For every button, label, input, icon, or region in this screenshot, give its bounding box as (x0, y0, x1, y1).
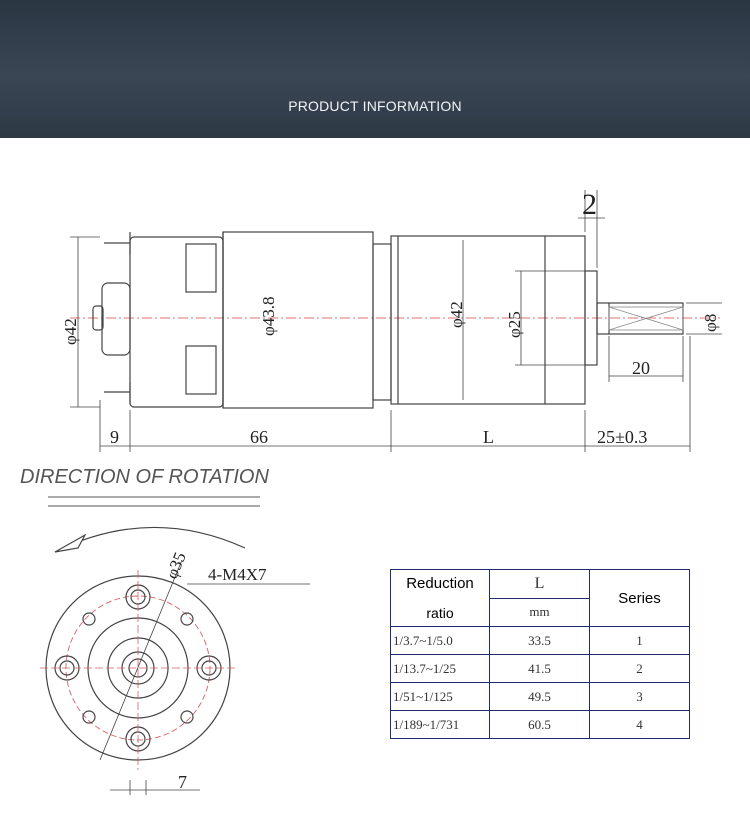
cell-series: 3 (590, 683, 690, 711)
dim-gearbox-dia: φ42 (447, 301, 466, 328)
cell-series: 1 (590, 627, 690, 655)
dim-pcd: φ35 (162, 549, 190, 582)
table-header-row-1 (391, 570, 690, 599)
header-ratio: ratio (426, 604, 454, 621)
rear-cap (102, 283, 130, 355)
cell-l: 60.5 (490, 711, 590, 739)
dim-motor-dia: φ42 (61, 318, 80, 345)
table-row (391, 711, 690, 739)
dim-top-gap: 2 (582, 188, 597, 221)
motor-can (223, 232, 373, 408)
header-l: L (490, 570, 590, 599)
cell-ratio: 1/3.7~1/5.0 (391, 627, 490, 655)
dim-offset: 7 (178, 772, 187, 792)
cell-l: 33.5 (490, 627, 590, 655)
cell-l: 41.5 (490, 655, 590, 683)
cell-ratio: 1/189~1/731 (391, 711, 490, 739)
dim-terminal-len: 9 (110, 427, 119, 447)
dim-motor-len: 66 (250, 427, 268, 447)
gearbox (391, 236, 585, 404)
dim-flange-dia: φ25 (505, 311, 524, 338)
cell-ratio: 1/51~1/125 (391, 683, 490, 711)
dim-gearbox-len: L (483, 427, 494, 447)
banner-title: PRODUCT INFORMATION (288, 98, 462, 114)
rotation-arrow (55, 527, 245, 552)
table-row (391, 655, 690, 683)
header-reduction-ratio (391, 570, 490, 627)
cell-series: 2 (590, 655, 690, 683)
header-mm: mm (490, 598, 590, 627)
dim-shaft-total: 25±0.3 (597, 427, 648, 447)
spec-table (390, 569, 690, 739)
connection-ring (373, 244, 391, 400)
header-series: Series (590, 570, 690, 627)
cell-ratio: 1/13.7~1/25 (391, 655, 490, 683)
table-row (391, 627, 690, 655)
dim-shaft-len: 20 (632, 358, 650, 378)
dim-shaft-dia: φ8 (701, 313, 720, 332)
table-row (391, 683, 690, 711)
header-reduction: Reduction (406, 574, 474, 592)
dim-screws: 4-M4X7 (208, 565, 267, 584)
cell-l: 49.5 (490, 683, 590, 711)
vent-top (186, 244, 216, 292)
vent-bottom (186, 346, 216, 394)
cell-series: 4 (590, 711, 690, 739)
dim-body-dia: φ43.8 (259, 296, 278, 336)
rotation-label: DIRECTION OF ROTATION (20, 466, 269, 488)
motor-body (130, 237, 223, 407)
